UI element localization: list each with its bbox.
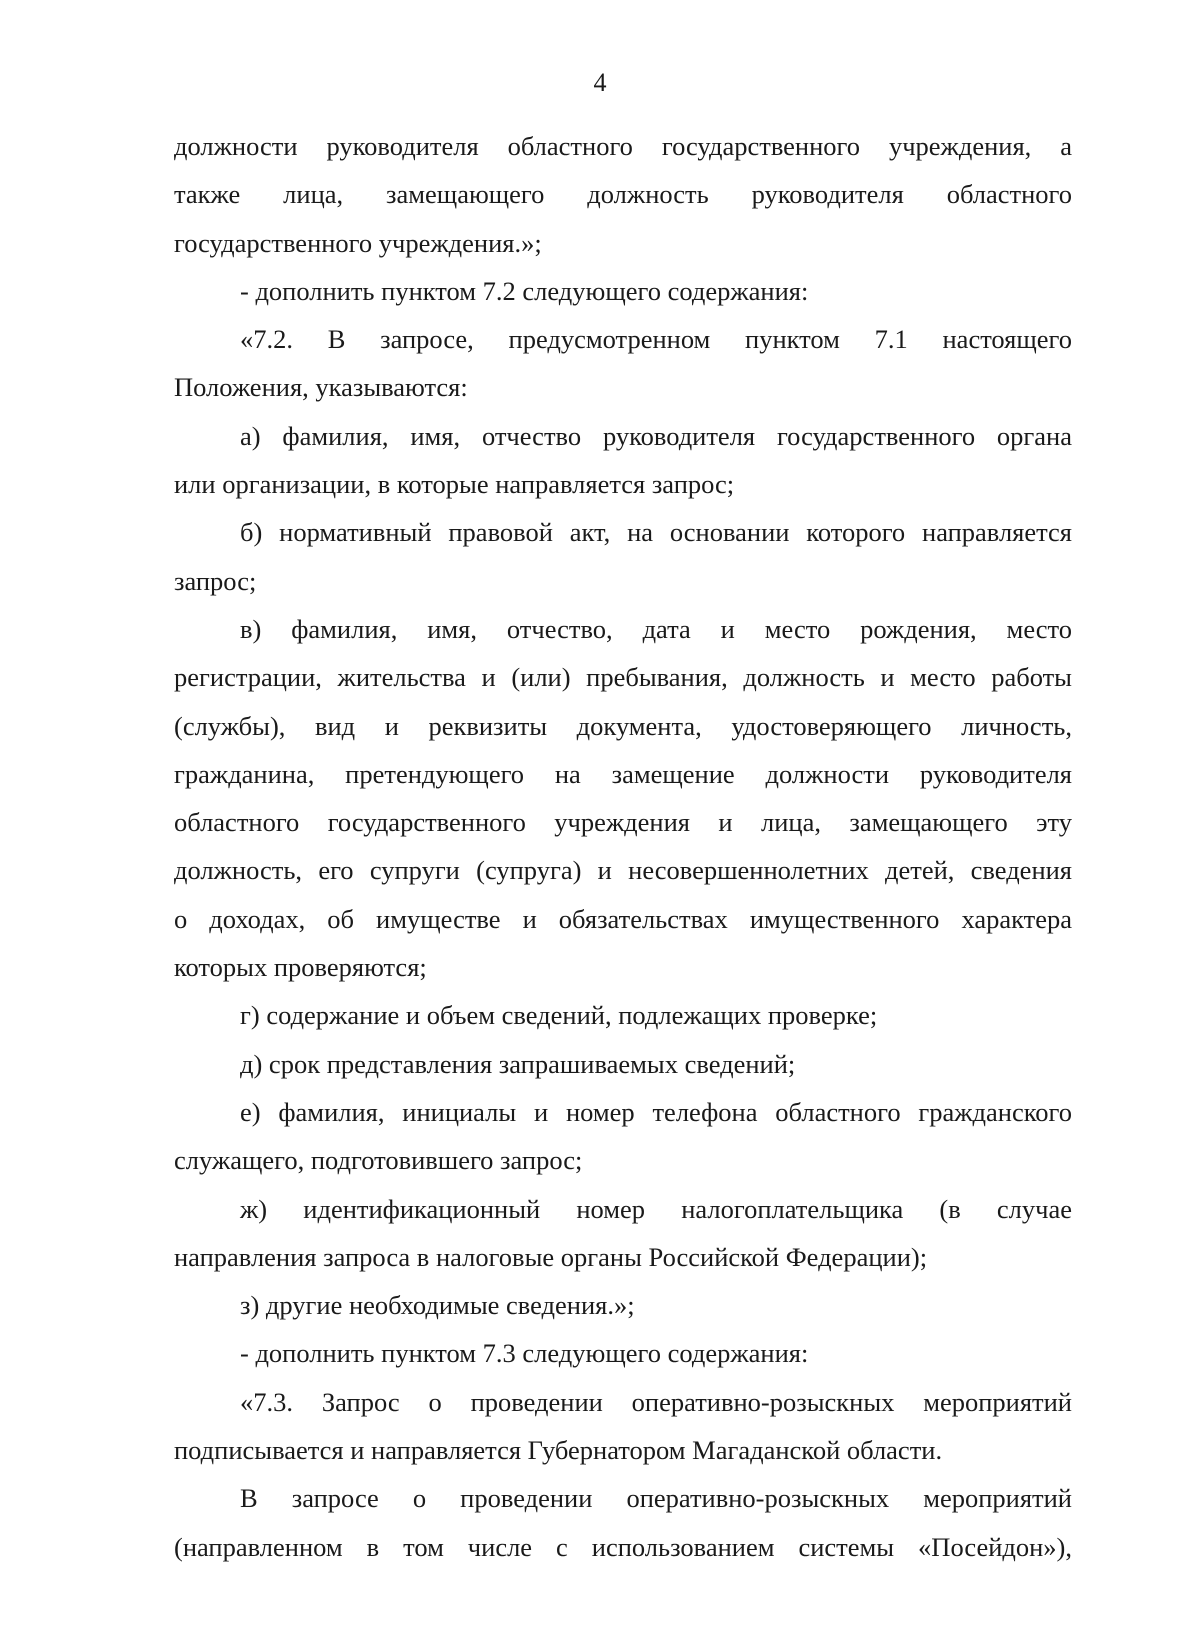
text-line: «7.2. В запросе, предусмотренном пунктом 7.1 настоящего [240, 324, 1072, 355]
text-line: которых проверяются; [174, 952, 427, 983]
text-line: «7.3. Запрос о проведении оперативно-розыскных мероприятий [240, 1386, 1072, 1417]
document-body [174, 122, 1072, 1571]
text-line: Положения, указываются: [174, 372, 468, 403]
text-line: подписывается и направляется Губернатором Магаданской области. [174, 1435, 943, 1466]
text-line: - дополнить пунктом 7.2 следующего содержания: [240, 275, 809, 306]
text-line: (службы), вид и реквизиты документа, удостоверяющего личность, [174, 710, 1072, 741]
text-line: или организации, в которые направляется запрос; [174, 469, 735, 500]
text-line: должность, его супруги (супруга) и несовершеннолетних детей, сведения [174, 855, 1072, 886]
text-line: з) другие необходимые сведения.»; [240, 1290, 635, 1321]
text-line: служащего, подготовившего запрос; [174, 1145, 583, 1176]
text-line: направления запроса в налоговые органы Российской Федерации); [174, 1241, 928, 1272]
text-line: также лица, замещающего должность руководителя областного [174, 179, 1072, 210]
text-line: ж) идентификационный номер налогоплательщика (в случае [240, 1193, 1072, 1224]
text-line: о доходах, об имуществе и обязательствах имущественного характера [174, 903, 1072, 934]
text-line: д) срок представления запрашиваемых сведений; [240, 1048, 796, 1079]
text-line: а) фамилия, имя, отчество руководителя государственного органа [240, 420, 1072, 451]
text-line: гражданина, претендующего на замещение должности руководителя [174, 758, 1072, 789]
text-line: - дополнить пунктом 7.3 следующего содержания: [240, 1338, 809, 1369]
text-line: регистрации, жительства и (или) пребывания, должность и место работы [174, 662, 1072, 693]
text-line: областного государственного учреждения и лица, замещающего эту [174, 807, 1072, 838]
text-line: е) фамилия, инициалы и номер телефона областного гражданского [240, 1096, 1072, 1127]
text-line: г) содержание и объем сведений, подлежащих проверке; [240, 1000, 878, 1031]
text-line: б) нормативный правовой акт, на основании которого направляется [240, 517, 1072, 548]
text-line: должности руководителя областного государственного учреждения, а [174, 131, 1072, 161]
page-number: 4 [593, 68, 607, 97]
text-line: государственного учреждения.»; [174, 227, 542, 258]
text-line: В запросе о проведении оперативно-розыскных мероприятий [240, 1483, 1072, 1514]
text-line: (направленном в том числе с использованием системы «Посейдон»), [174, 1531, 1072, 1562]
text-line: в) фамилия, имя, отчество, дата и место рождения, место [240, 613, 1072, 644]
text-line: запрос; [174, 565, 257, 596]
